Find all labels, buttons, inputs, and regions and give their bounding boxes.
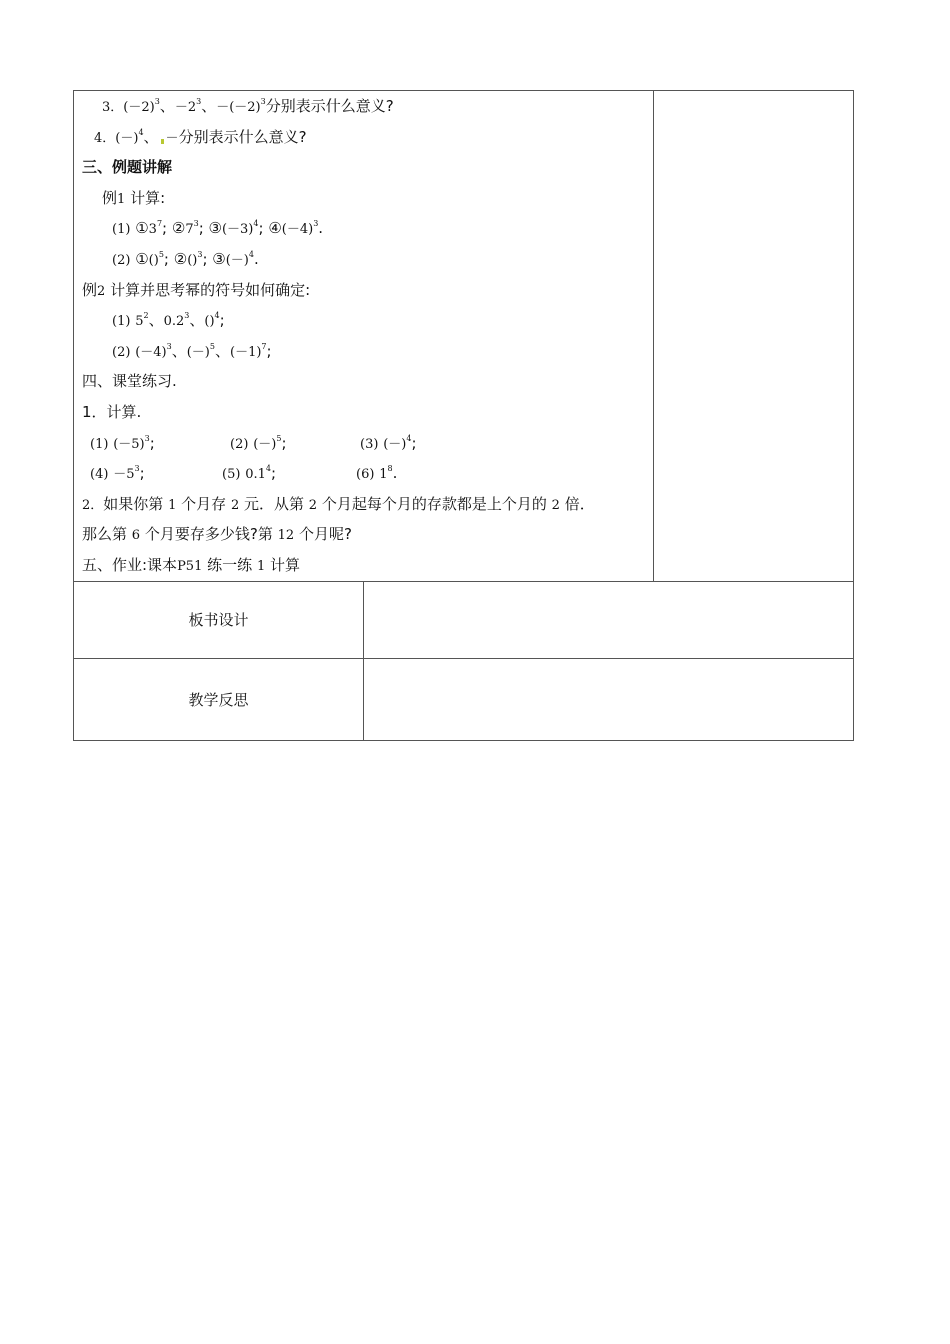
practice-5: (5) $0.1^4$; (222, 464, 277, 483)
ex1-p2-label: (2) (112, 252, 131, 268)
q2-l2-n2: 12 (277, 528, 295, 544)
q4-prefix: 4． (94, 130, 116, 146)
ex2-p2-b: (－) (186, 344, 210, 360)
example-1-title (74, 183, 653, 214)
example-1-part-1: (1) $①3^7$; $②7^3$; $③(-3)^4$; $④(-4)^3$. (112, 219, 324, 238)
example-1-part-2: (2) ①()$^5$; ②()$^3$; $③(-)^4$. (112, 249, 259, 268)
ex2-num: 2 (97, 283, 106, 299)
content-lines (74, 91, 653, 581)
pr1-label: (1) (90, 436, 109, 452)
ex2-text: 计算并思考幂的符号如何确定: (110, 280, 311, 299)
lesson-plan-table (73, 90, 854, 741)
q3-a-exp: 3 (154, 97, 160, 106)
pr1-base: (－5) (113, 436, 145, 452)
ex2-p2-b-exp: 5 (209, 341, 215, 351)
ex2-p2-c: (－1) (230, 344, 262, 360)
q2-l2-t3: 个月呢? (298, 525, 352, 544)
pr2-exp: 5 (276, 433, 282, 443)
q2-t1: 如果你第 (103, 494, 164, 513)
teaching-reflection-content-cell (364, 658, 854, 740)
question-3-line (74, 91, 653, 122)
q4-text: 分别表示什么意义? (178, 127, 307, 146)
ex1-p1-i3-exp: 4 (253, 219, 259, 229)
q2-l2-n1: 6 (131, 528, 141, 544)
ex1-p2-i2-exp: 3 (197, 249, 203, 259)
hw-n1: P51 (177, 558, 203, 574)
q3-text: 分别表示什么意义? (265, 97, 394, 115)
ex1-p1-i4-exp: 3 (313, 219, 319, 229)
ex1-text: 计算: (130, 188, 166, 207)
q4-sep: 、 (143, 127, 159, 146)
hw-n2: 1 (256, 558, 266, 574)
ex1-p1-i2-exp: 3 (193, 219, 199, 229)
mark-dot-icon (161, 139, 164, 144)
q4-a: (－) (115, 130, 139, 146)
pr5-label: (5) (222, 467, 241, 483)
board-design-row (74, 581, 854, 658)
exercise-1-row-1 (74, 428, 653, 459)
example-2-title (74, 275, 653, 306)
ex1-p1-i3-base: (－3) (221, 222, 254, 238)
q3-b-exp: 3 (196, 97, 202, 106)
practice-3: (3) $(-)^4$; (360, 433, 417, 452)
question-4-line (74, 122, 653, 153)
pr4-label: (4) (90, 467, 109, 483)
hw-t3: 计算 (270, 555, 301, 574)
ex2-p1-b: 0.2 (163, 314, 185, 330)
ex2-p2-label: (2) (112, 344, 131, 360)
question-2-line-2 (74, 519, 653, 550)
q3-c-exp: 3 (260, 97, 266, 106)
pr6-exp: 8 (387, 464, 393, 474)
q2-prefix: 2． (82, 497, 104, 513)
ex1-p2-i3-base: (－) (225, 252, 249, 268)
q4-a-exp: 4 (138, 127, 144, 137)
ex2-p2-c-exp: 7 (261, 341, 267, 351)
ex2-p1-label: (1) (112, 314, 131, 330)
content-cell (74, 91, 654, 582)
ex2-p2-a: (－4) (135, 344, 167, 360)
pr5-base: 0.1 (245, 467, 266, 483)
ex2-label: 例 (82, 280, 98, 299)
ex1-p1-label: (1) (112, 222, 131, 238)
ex1-p1-i1-base: 3 (148, 222, 157, 238)
pr4-base: －5 (113, 467, 135, 483)
q2-n3: 2 (308, 497, 318, 513)
q3-sep1: 、 (159, 97, 175, 115)
q3-c: －(－2) (216, 100, 261, 115)
question-2-line-1 (74, 489, 653, 520)
side-notes-cell (654, 91, 854, 582)
ex1-p1-i3: ③ (208, 219, 222, 238)
q3-prefix: 3． (102, 100, 124, 115)
pr2-base: (－) (253, 436, 277, 452)
section-3-title: 三、例题讲解 (82, 158, 173, 177)
q2-l2-t2: 个月要存多少钱?第 (144, 525, 273, 544)
content-row (74, 91, 854, 582)
ex2-p1-a-exp: 2 (143, 311, 149, 321)
pr6-label: (6) (356, 467, 375, 483)
pr3-label: (3) (360, 436, 379, 452)
q2-t4: 个月起每个月的存款都是上个月的 (321, 494, 547, 513)
practice-4: $(4) -5^3$; (90, 464, 145, 483)
ex1-p1-i2: ② (171, 219, 186, 238)
ex1-p2-i1: ① (135, 249, 149, 268)
ex1-p2-i1-base: () (148, 252, 159, 268)
exercise-1-row-2 (74, 458, 653, 489)
board-design-content-cell (364, 581, 854, 658)
ex2-p1-c: () (204, 314, 215, 330)
pr1-exp: 3 (144, 433, 150, 443)
q3-b: －2 (174, 100, 197, 115)
ex1-p1-i4-base: (－4) (281, 222, 314, 238)
ex1-p2-i1-exp: 5 (158, 249, 164, 259)
pr6-base: 1 (379, 467, 388, 483)
ex1-p1-i1: ① (135, 219, 149, 238)
pr3-exp: 4 (406, 433, 412, 443)
q2-t2: 个月存 (181, 494, 227, 513)
q2-n1: 1 (168, 497, 177, 513)
ex1-p2-i3: ③ (212, 249, 226, 268)
q2-l2-t1: 那么第 (82, 525, 128, 544)
ex1-p1-i2-base: 7 (185, 222, 194, 238)
ex1-p2-i3-exp: 4 (248, 249, 254, 259)
ex1-p2-i2: ② (173, 249, 188, 268)
ex2-p1-c-exp: 4 (214, 311, 220, 321)
q4-b: － (165, 130, 179, 146)
teaching-reflection-label-cell (74, 658, 364, 740)
pr4-exp: 3 (134, 464, 140, 474)
ex2-p1-b-exp: 3 (184, 311, 190, 321)
hw-t1: 五、作业:课本 (82, 555, 178, 574)
board-design-label: 板书设计 (188, 611, 249, 629)
ex1-label: 例 (102, 188, 118, 207)
ex1-num: 1 (117, 191, 126, 207)
ex1-p2-i2-base: () (187, 252, 198, 268)
teaching-reflection-row (74, 658, 854, 740)
q2-t5: 倍． (564, 494, 595, 513)
pr5-exp: 4 (265, 464, 271, 474)
example-2-part-2: (2) $(-4)^3$、$(-)^5$、$(-1)^7$; (112, 341, 272, 360)
homework-line (74, 550, 653, 581)
q2-n4: 2 (551, 497, 560, 513)
example-2-part-1: (1) $5^2$、$0.2^3$、()$^4$; (112, 311, 225, 330)
ex1-p1-i4: ④ (268, 219, 282, 238)
practice-6: (6) $1^8$. (356, 464, 398, 483)
ex2-p2-a-exp: 3 (166, 341, 172, 351)
ex2-p1-a: 5 (135, 314, 144, 330)
q3-sep2: 、 (201, 97, 217, 115)
pr2-label: (2) (230, 436, 249, 452)
board-design-label-cell (74, 581, 364, 658)
practice-1: (1) $(-5)^3$; (90, 433, 155, 452)
q2-n2: 2 (230, 497, 240, 513)
teaching-reflection-label: 教学反思 (188, 690, 249, 709)
practice-2: (2) $(-)^5$; (230, 433, 287, 452)
pr3-base: (－) (383, 436, 407, 452)
exercise-1-title: 1．计算. (82, 402, 142, 421)
ex1-p1-i1-exp: 7 (156, 219, 163, 229)
q3-a: (－2) (123, 100, 155, 115)
q2-t3: 元．从第 (244, 494, 305, 513)
hw-t2: 练一练 (207, 555, 253, 574)
section-4-title: 四、课堂练习. (82, 372, 177, 391)
